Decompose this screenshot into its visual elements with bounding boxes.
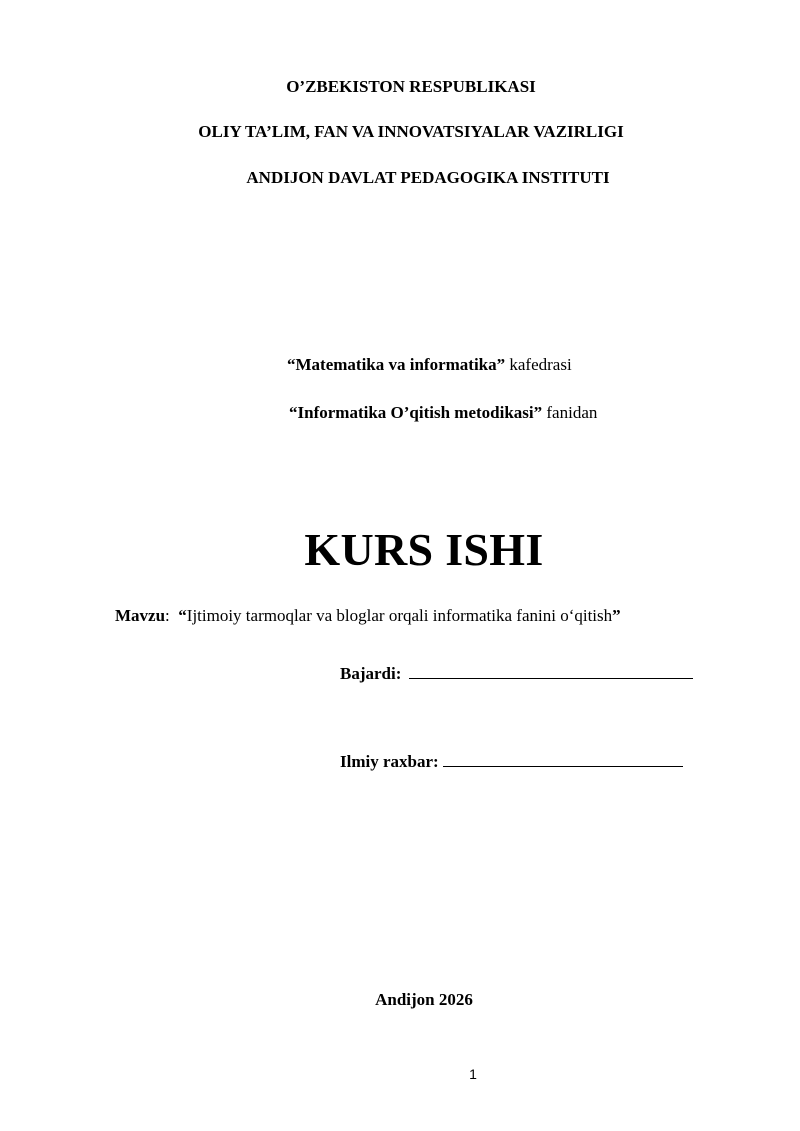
document-title: KURS ISHI (304, 524, 544, 575)
topic-separator: : (165, 606, 179, 625)
performer-label: Bajardi: (340, 664, 402, 683)
performer-blank-line (409, 660, 693, 679)
supervisor-blank-line (443, 748, 683, 767)
performer-line (340, 660, 693, 684)
subject-suffix: fanidan (542, 403, 598, 422)
department-suffix: kafedrasi (505, 355, 572, 374)
supervisor-label: Ilmiy raxbar: (340, 752, 439, 771)
institute-heading: ANDIJON DAVLAT PEDAGOGIKA INSTITUTI (246, 168, 610, 187)
country-heading: O’ZBEKISTON RESPUBLIKASI (286, 77, 536, 96)
department-name: “Matematika va informatika” (287, 355, 506, 374)
topic-line (115, 606, 621, 626)
page-number: 1 (469, 1066, 477, 1082)
department-line (287, 355, 572, 375)
subject-name: “Informatika O’qitish metodikasi” (289, 403, 543, 422)
topic-text: Ijtimoiy tarmoqlar va bloglar orqali informatika fanini o‘qitish (186, 606, 613, 625)
supervisor-line (340, 748, 683, 772)
subject-line (289, 403, 597, 423)
city-year: Andijon 2026 (375, 990, 473, 1009)
ministry-heading: OLIY TA’LIM, FAN VA INNOVATSIYALAR VAZIRLIGI (198, 122, 624, 141)
topic-label: Mavzu (115, 606, 166, 625)
topic-close-quote: ” (612, 606, 621, 625)
topic-open-quote: “ (178, 606, 187, 625)
